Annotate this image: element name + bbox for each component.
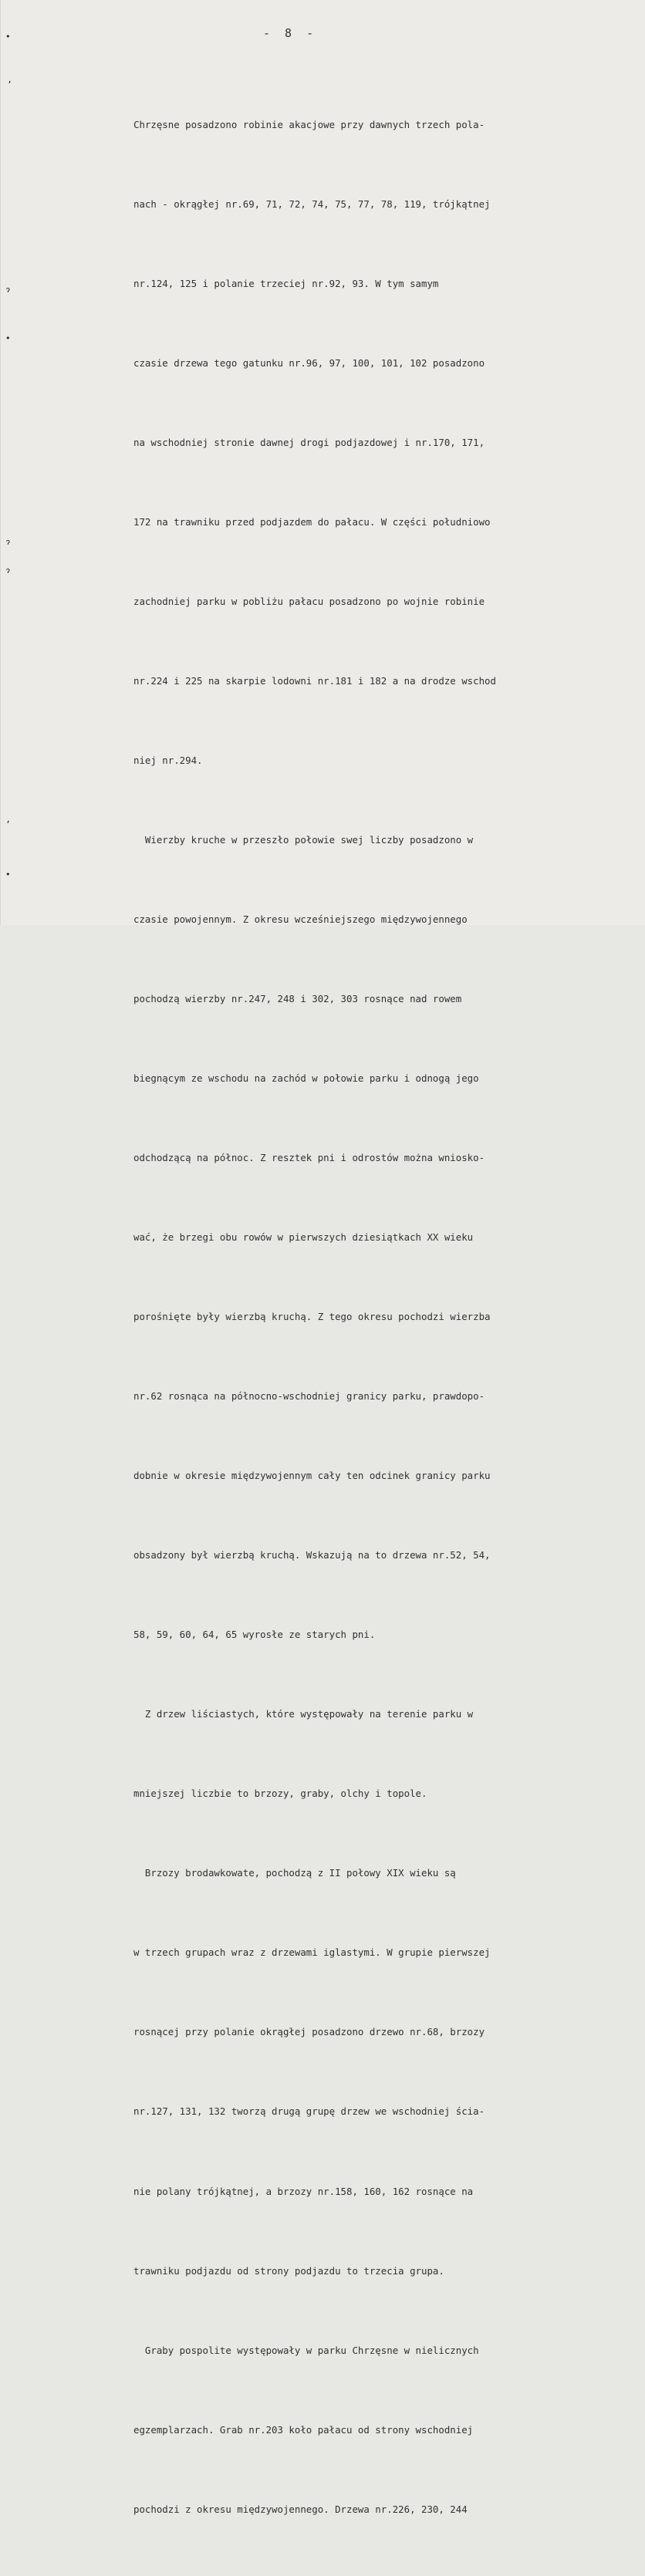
text-line: wać, że brzegi obu rowów w pierwszych dziesiątkach XX wieku (133, 1231, 474, 1244)
margin-punch-mark: • (5, 869, 11, 879)
text-line: nie polany trójkątnej, a brzozy nr.158, 160, 162 rosnące na (133, 2185, 474, 2197)
text-line: obsadzony był wierzbą kruchą. Wskazują na to drzewa nr.52, 54, (133, 1549, 491, 1561)
page-number: - 8 - (263, 26, 318, 40)
text-line: biegnącym ze wschodu na zachód w połowie parku i odnogą jego (133, 1072, 479, 1085)
text-line: nach - okrągłej nr.69, 71, 72, 74, 75, 77, 78, 119, trójkątnej (133, 198, 491, 210)
text-line: nr.224 i 225 na skarpie lodowni nr.181 i 182 a na drodze wschod (133, 674, 496, 687)
text-line: 172 na trawniku przed podjazdem do pałacu. W części południowo (133, 515, 491, 528)
margin-punch-mark: ʼ (5, 819, 11, 829)
text-line: egzemplarzach. Grab nr.203 koło pałacu od strony wschodniej (133, 2423, 474, 2436)
text-line: dobnie w okresie międzywojennym cały ten odcinek granicy parku (133, 1470, 491, 1482)
text-line: pochodzą wierzby nr.247, 248 i 302, 303 rosnące nad rowem (133, 993, 462, 1005)
margin-punch-mark: ɂ (5, 285, 11, 295)
margin-punch-mark: ɂ (5, 566, 11, 576)
text-line: nr.62 rosnąca na północno-wschodniej granicy parku, prawdopo- (133, 1390, 485, 1403)
text-line: Graby pospolite występowały w parku Chrzęsne w nielicznych (133, 2344, 479, 2356)
text-line: rosnącej przy polanie okrągłej posadzono drzewo nr.68, brzozy (133, 2026, 485, 2038)
text-line: porośnięte były wierzbą kruchą. Z tego okresu pochodzi wierzba (133, 1311, 491, 1323)
text-line: zachodniej parku w pobliżu pałacu posadzono po wojnie robinie (133, 595, 485, 607)
text-line: na wschodniej stronie dawnej drogi podjazdowej i nr.170, 171, (133, 436, 485, 448)
text-line: mniejszej liczbie to brzozy, graby, olchy i topole. (133, 1788, 427, 1800)
margin-punch-mark: • (5, 32, 11, 42)
text-line: nr.124, 125 i polanie trzeciej nr.92, 93. W tym samym (133, 277, 439, 289)
text-line: pochodzi z okresu międzywojennego. Drzewa nr.226, 230, 244 (133, 2503, 468, 2515)
text-line: 58, 59, 60, 64, 65 wyrosłe ze starych pni. (133, 1629, 376, 1641)
text-line: Brzozy brodawkowate, pochodzą z II połowy XIX wieku są (133, 1867, 456, 1879)
margin-punch-mark: ʼ (7, 79, 12, 89)
text-line: czasie drzewa tego gatunku nr.96, 97, 100, 101, 102 posadzono (133, 356, 485, 369)
text-line: trawniku podjazdu od strony podjazdu to trzecia grupa. (133, 2264, 444, 2277)
text-line: w trzech grupach wraz z drzewami iglastymi. W grupie pierwszej (133, 1946, 491, 1959)
margin-punch-mark: ɂ (5, 537, 11, 547)
text-line: czasie powojennym. Z okresu wcześniejszego międzywojennego (133, 913, 468, 925)
text-line: nr.127, 131, 132 tworzą drugą grupę drzew we wschodniej ścia- (133, 2105, 485, 2118)
typewritten-text (133, 59, 643, 2576)
text-line: Wierzby kruche w przeszło połowie swej liczby posadzono w (133, 833, 474, 846)
text-line: Z drzew liściastych, które występowały na terenie parku w (133, 1708, 474, 1720)
margin-punch-mark: • (5, 333, 11, 343)
text-line: niej nr.294. (133, 754, 203, 766)
text-line: odchodzącą na północ. Z resztek pni i odrostów można wniosko- (133, 1152, 485, 1164)
text-line: Chrzęsne posadzono robinie akacjowe przy dawnych trzech pola- (133, 118, 485, 130)
